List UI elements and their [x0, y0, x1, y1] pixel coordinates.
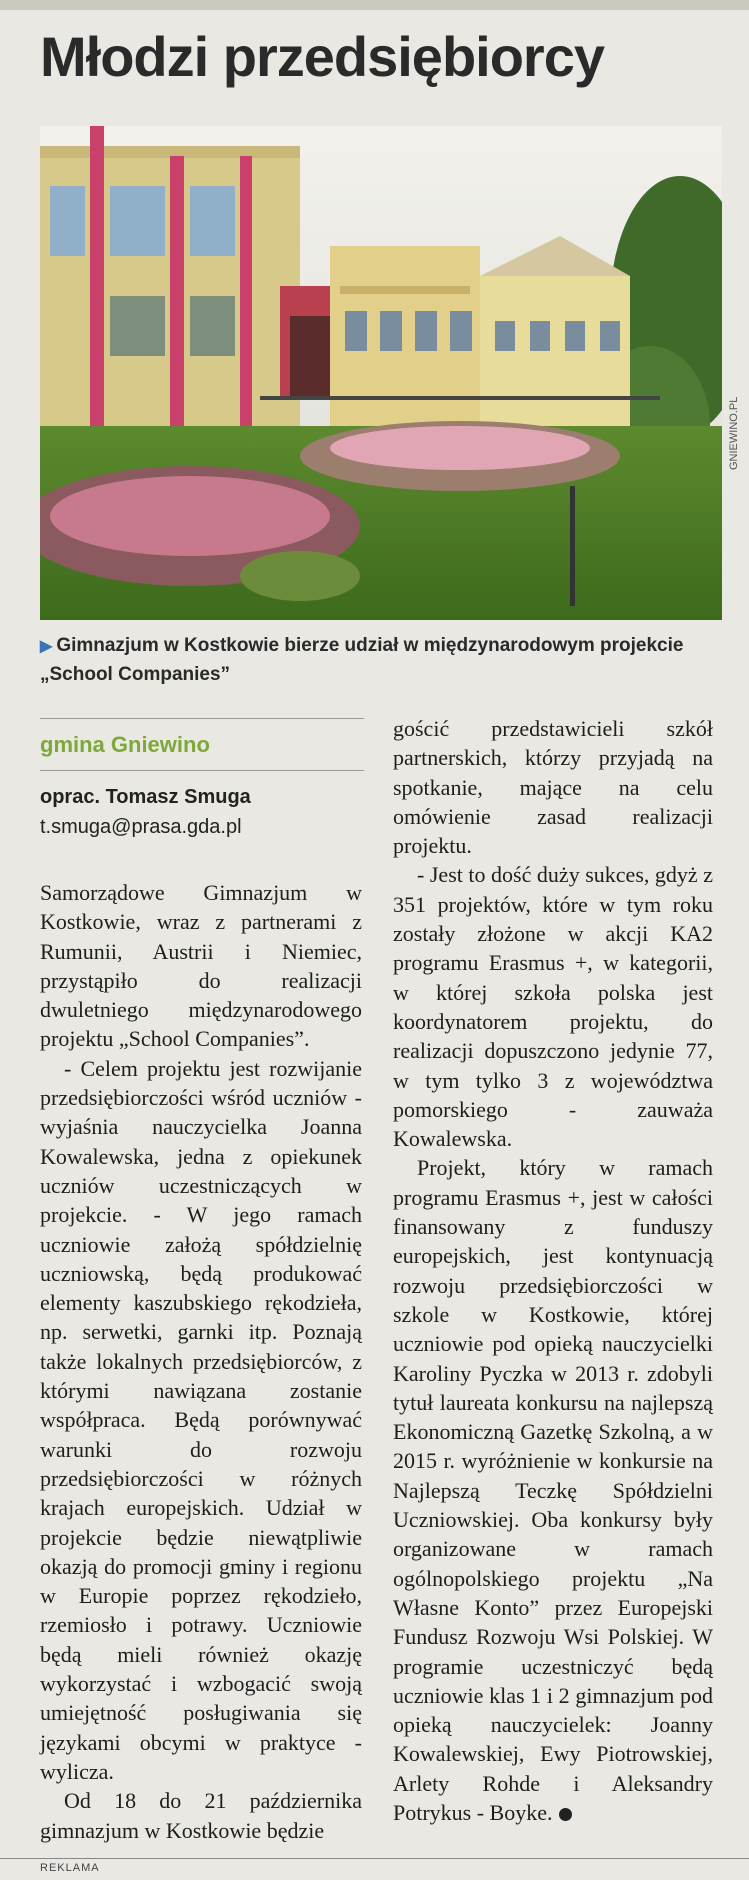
author-byline: oprac. Tomasz Smuga	[40, 786, 251, 808]
advertisement-label: REKLAMA	[40, 1862, 100, 1874]
section-rule-top	[40, 718, 364, 719]
photo-credit: GNIEWINO.PL	[728, 396, 740, 470]
school-photo	[40, 126, 722, 620]
footer-rule	[0, 1858, 749, 1859]
article-paragraph	[393, 1153, 713, 1827]
author-email[interactable]: t.smuga@prasa.gda.pl	[40, 816, 242, 838]
article-column-2	[393, 714, 713, 1827]
article-column-1	[40, 878, 362, 1845]
article-paragraph: gościć przedstawicieli szkół partnerskich, którzy przyjadą na spotkanie, mające na celu omówienie zasad realizacji projektu.	[393, 716, 713, 859]
photo-caption	[40, 632, 730, 689]
article-paragraph: Samorządowe Gimnazjum w Kostkowie, wraz z partnerami z Rumunii, Austrii i Niemiec, przystąpiło do realizacji dwuletniego międzynarodowego projektu „School Companies”.	[40, 880, 362, 1052]
article-paragraph: Od 18 do 21 października gimnazjum w Kostkowie będzie	[40, 1788, 362, 1843]
end-of-article-icon	[559, 1808, 572, 1821]
article-paragraph: - Jest to dość duży sukces, gdyż z 351 projektów, które w tym roku zostały złożone w akcji KA2 programu Erasmus +, w kategorii, w której szkoła polska jest koordynatorem projektu, do realizacji dopuszczono jedynie 77, w tym tylko 3 z województwa pomorskiego - zauważa Kowalewska.	[393, 862, 713, 1152]
headline: Młodzi przedsiębiorcy	[40, 25, 604, 88]
section-label: gmina Gniewino	[40, 732, 210, 757]
caption-text: Gimnazjum w Kostkowie bierze udział w międzynarodowym projekcie „School Companies”	[40, 635, 684, 685]
article-paragraph-text: Projekt, który w ramach programu Erasmus +, jest w całości finansowany z funduszy europejskich, jest kontynuacją rozwoju przedsiębiorczości w szkole w Kostkowie, której uczniowie pod opieką nauczycielki Karoliny Pyczka w 2013 r. zdobyli tytuł laureata konkursu na najlepszą Ekonomiczną Gazetkę Szkolną, a w 2015 r. wyróżnienie w konkursie na Najlepszą Teczkę Spółdzielni Uczniowskiej. Oba konkursy były organizowane w ramach ogólnopolskiego projektu „Na Własne Konto” przez Europejski Fundusz Rozwoju Wsi Polskiej. W programie uczestniczyć będą uczniowie klas 1 i 2 gimnazjum pod opieką nauczycielek: Joanny Kowalewskiej, Ewy Piotrowskiej, Arlety Rohde i Aleksandry Potrykus - Boyke.	[393, 1155, 713, 1825]
caption-arrow-icon: ▶	[40, 638, 53, 655]
article-paragraph: - Celem projektu jest rozwijanie przedsiębiorczości wśród uczniów - wyjaśnia nauczycielka Joanna Kowalewska, jedna z opiekunek uczniów uczestniczących w projekcie. - W jego ramach uczniowie założą spółdzielnię uczniowską, będą produkować elementy kaszubskiego rękodzieła, np. serwetki, garnki itp. Poznają także lokalnych przedsiębiorców, z którymi nawiązana zostanie współpraca. Będą porównywać warunki do rozwoju przedsiębiorczości w różnych krajach europejskich. Udział w projekcie będzie niewątpliwie okazją do promocji gminy i regionu w Europie poprzez rękodzieło, rzemiosło i potrawy. Uczniowie będą mieli również okazję wykorzystać i wzbogacić swoją umiejętność posługiwania się językami obcymi w praktyce - wylicza.	[40, 1055, 362, 1784]
section-rule-bottom	[40, 770, 364, 771]
top-strip	[0, 0, 749, 10]
